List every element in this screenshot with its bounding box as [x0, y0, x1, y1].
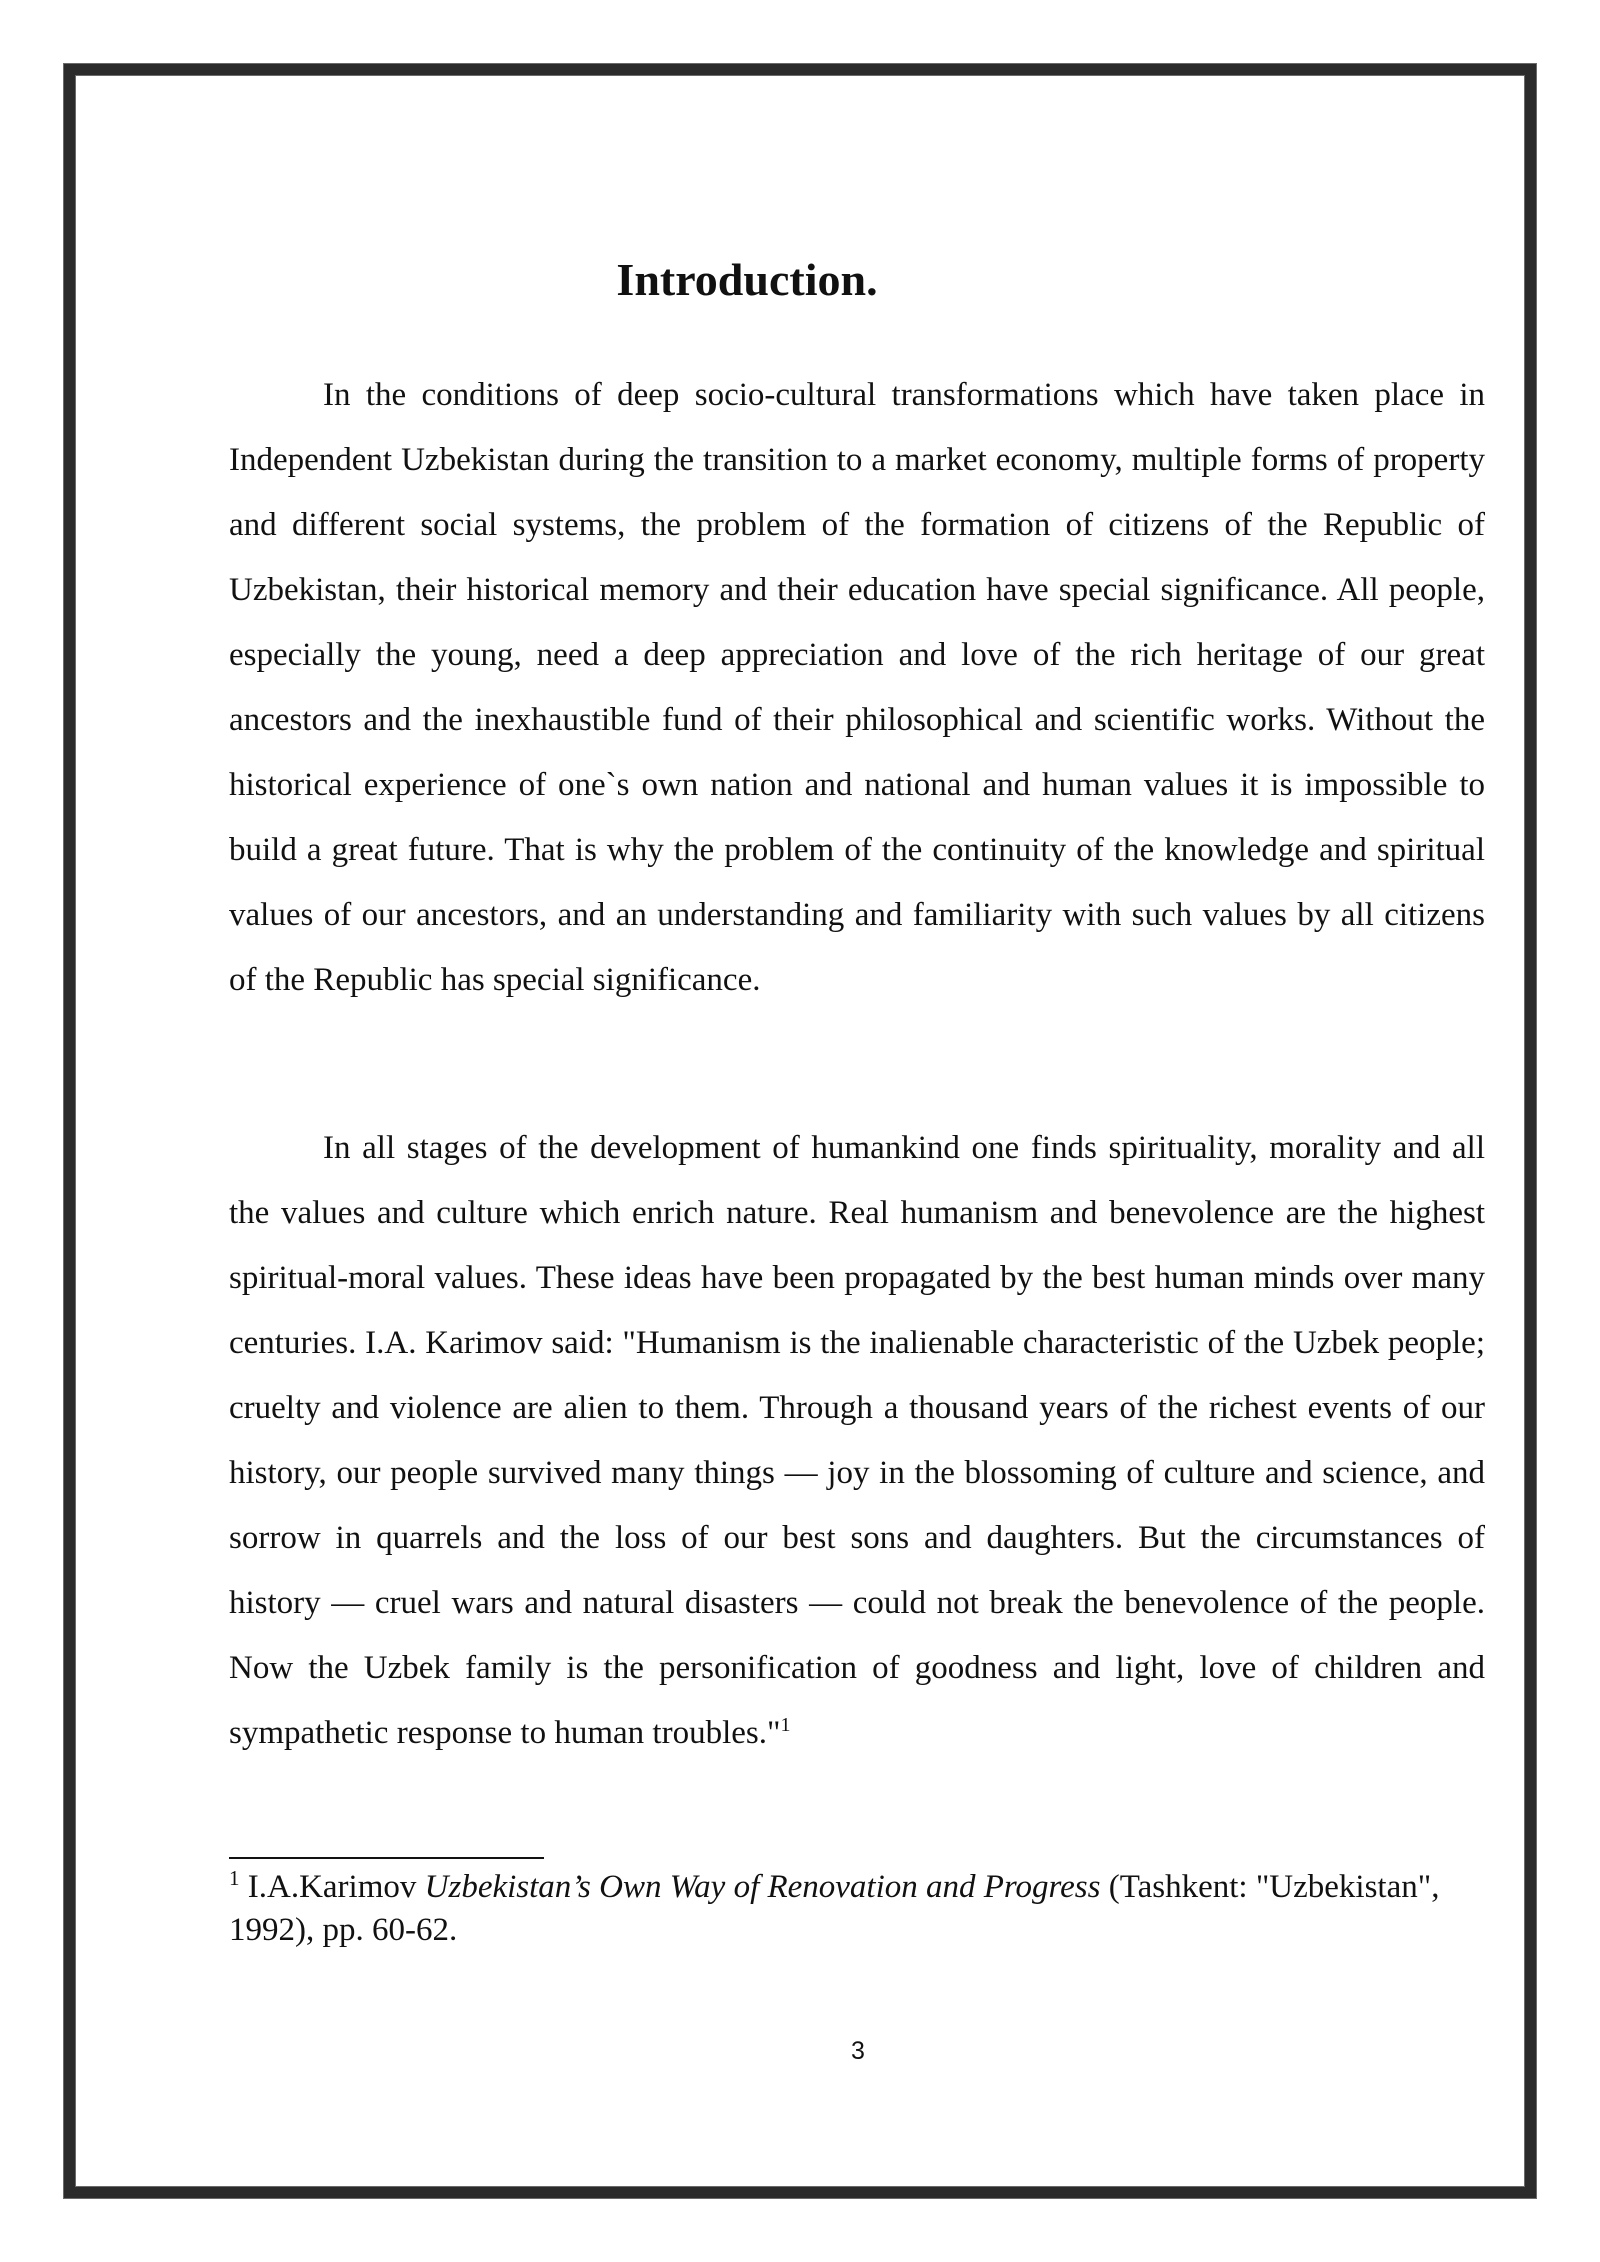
footnote-publication: (Tashkent: "Uzbekistan", 1992), pp. 60-62. [229, 1869, 1440, 1948]
footnote-separator [229, 1857, 544, 1859]
footnote-reference[interactable]: 1 [780, 1714, 791, 1736]
paragraph-text: In the conditions of deep socio-cultural transformations which have taken place in Independent Uzbekistan during the transition to a market economy, multiple forms of property and different social systems, the problem of the formation of citizens of the Republic of Uzbekistan, their historical memory and their education have special significance. All people, especially the young, need a deep appreciation and love of the rich heritage of our great ancestors and the inexhaustible fund of their philosophical and scientific works. Without the historical experience of one`s own nation and national and human values it is impossible to build a great future. That is why the problem of the continuity of the knowledge and spiritual values of our ancestors, and an understanding and familiarity with such values by all citizens of the Republic has special significance. [229, 377, 1485, 998]
paragraph-text: In all stages of the development of humankind one finds spirituality, morality and all the values and culture which enrich nature. Real humanism and benevolence are the highest spiritual-moral values. These ideas have been propagated by the best human minds over many centuries. I.A. Karimov said: "Humanism is the inalienable characteristic of the Uzbek people; cruelty and violence are alien to them. Through a thousand years of the richest events of our history, our people survived many things — joy in the blossoming of culture and science, and sorrow in quarrels and the loss of our best sons and daughters. But the circumstances of history — cruel wars and natural disasters — could not break the benevolence of the people. Now the Uzbek family is the personification of goodness and light, love of children and sympathetic response to human troubles." [229, 1130, 1485, 1751]
body-paragraph [229, 1116, 1485, 1766]
page-title: Introduction. [616, 254, 878, 305]
footnote-marker: 1 [229, 1866, 240, 1890]
body-paragraph [229, 363, 1485, 1013]
page-number: 3 [851, 2037, 865, 2065]
footnote-author: I.A.Karimov [247, 1869, 417, 1905]
footnote-book-title: Uzbekistan’s Own Way of Renovation and Progress [424, 1869, 1101, 1905]
footnote [229, 1866, 1485, 1952]
